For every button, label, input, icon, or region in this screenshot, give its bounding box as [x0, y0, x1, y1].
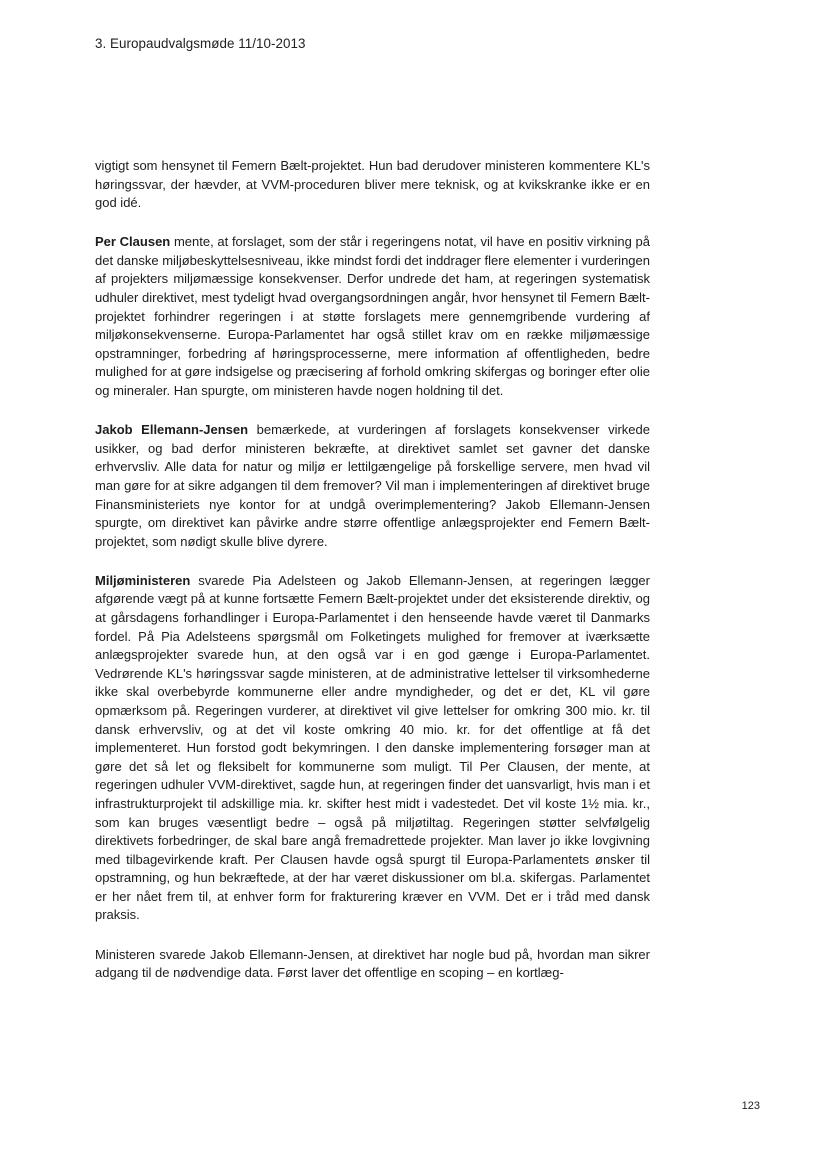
paragraph-5-text: Ministeren svarede Jakob Ellemann-Jensen, at direktivet har nogle bud på, hvordan man sikrer adgang til de nødvendige data. Først laver det offentlige en scoping – en kortlæg- — [95, 946, 650, 981]
paragraph-3 — [95, 421, 650, 551]
speaker-name: Jakob Ellemann-Jensen — [95, 422, 249, 438]
paragraph-4-text: svarede Pia Adelsteen og Jakob Ellemann-Jensen, at regeringen lægger afgørende vægt på at kunne fortsætte Femern Bælt-projektet under det eksisterende direktiv, og at gårsdagens forhandlinger i Europa-Parlamentet i den henseende havde været til Danmarks fordel. På Pia Adelsteens spørgsmål om Folketingets mulighed for fremover at iværksætte anlægsprojekter svarede hun, at den også var i en god gænge i Europa-Parlamentet. Vedrørende KL's høringssvar sagde ministeren, at de administrative lettelser til virksomhederne ikke skal overbebyrde kommunerne eller andre myndigheder, og det er det, KL vil gøre opmærksom på. Regeringen vurderer, at direktivet vil give lettelser for omkring 300 mio. kr. til dansk erhvervsliv, og at det vil koste omkring 40 mio. kr. for det offentlige at få det implementeret. Hun forstod godt bekymringen. I den danske implementering forsøger man at gøre det så let og fleksibelt for kommunerne som muligt. Til Per Clausen, der mente, at regeringen udhuler VVM-direktivet, sagde hun, at regeringen finder det uansvarligt, hvis man i et infrastrukturprojekt til adskillige mia. kr. skifter hest midt i vadestedet. Det vil koste 1½ mia. kr., som kan bruges væsentligt bedre – også på miljøtiltag. Regeringen støtter selvfølgelig direktivets forbedringer, de skal bare angå fremadrettede projekter. Man laver jo ikke lovgivning med tilbagevirkende kraft. Per Clausen havde også spurgt til Europa-Parlamentets ønsker til opstramning, og hun bekræftede, at der har været diskussioner om bl.a. skifergas. Parlamentet er her nået frem til, at enhver form for frakturering kræver en VVM. Det er i tråd med dansk praksis. — [95, 572, 650, 923]
page-header — [95, 36, 305, 51]
meeting-title: 3. Europaudvalgsmøde 11/10-2013 — [95, 36, 306, 51]
paragraph-1-text: vigtigt som hensynet til Femern Bælt-projektet. Hun bad derudover ministeren kommentere KL's høringssvar, der hævder, at VVM-proceduren bliver mere teknisk, og at kvikskranke ikke er en god idé. — [95, 158, 650, 211]
paragraph-2-text: mente, at forslaget, som der står i regeringens notat, vil have en positiv virkning på det danske miljøbeskyttelsesniveau, ikke mindst fordi det inddrager flere elementer i vurderingen af projekters miljømæssige konsekvenser. Derfor undrede det ham, at regeringen systematisk udhuler direktivet, mest tydeligt hvad overgangsordningen angår, hvor hensynet til Femern Bælt-projektet forhindrer regeringen i at støtte forslagets mere gennemgribende vurdering af miljøkonsekvenserne. Europa-Parlamentet har også stillet krav om en række miljømæssige opstramninger, forbedring af høringsprocesserne, mere information af offentligheden, bedre mulighed for at gøre indsigelse og præcisering af forhold omkring skifergas og boringer efter olie og mineraler. Han spurgte, om ministeren havde nogen holdning til det. — [95, 234, 650, 399]
speaker-name: Per Clausen — [95, 234, 171, 250]
paragraph-2 — [95, 233, 650, 400]
paragraph-4 — [95, 572, 650, 925]
document-body — [95, 157, 650, 983]
page-number: 123 — [741, 1100, 760, 1112]
paragraph-3-text: bemærkede, at vurderingen af forslagets konsekvenser virkede usikker, og bad derfor ministeren bekræfte, at direktivet samlet set gavner det danske erhvervsliv. Alle data for natur og miljø er lettilgængelige på forskellige servere, men hvad vil man gøre for at sikre adgangen til dem fremover? Vil man i implementeringen af direktivet bruge Finansministeriets nye kontor for at undgå overimplementering? Jakob Ellemann-Jensen spurgte, om direktivet kan påvirke andre større offentlige anlægsprojekter end Femern Bælt-projektet, som nødigt skulle blive dyrere. — [95, 422, 650, 549]
speaker-name: Miljøministeren — [95, 572, 191, 588]
paragraph-1 — [95, 157, 650, 213]
paragraph-5 — [95, 946, 650, 983]
